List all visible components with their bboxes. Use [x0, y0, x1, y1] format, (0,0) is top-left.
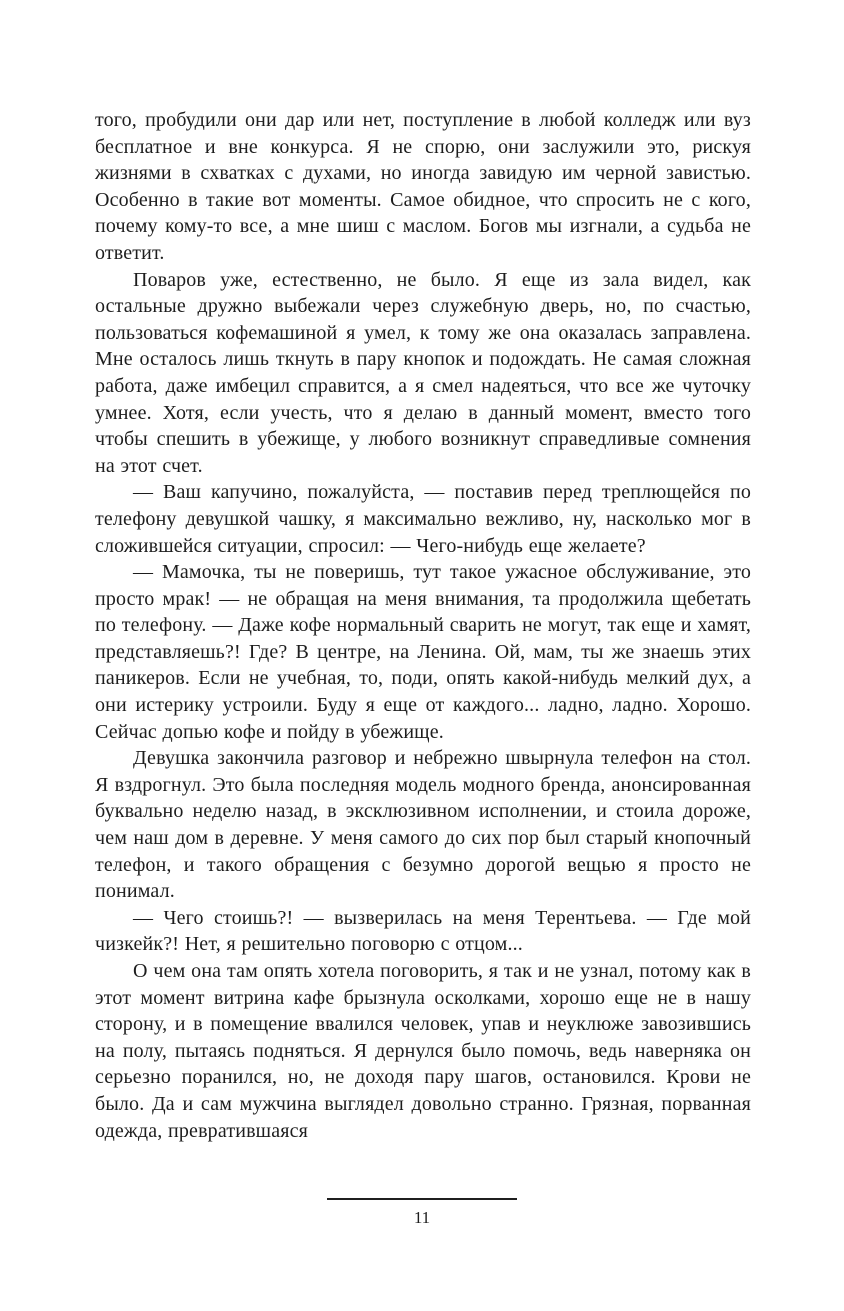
paragraph: — Ваш капучино, пожалуйста, — поставив перед треплющейся по телефону девушкой чашку, я максимально вежливо, ну, насколько мог в сложившейся ситуации, спросил: — Чего-нибудь еще желаете?	[95, 481, 751, 557]
text-block	[95, 107, 751, 1144]
paragraph: — Чего стоишь?! — вызверилась на меня Терентьева. — Где мой чизкейк?! Нет, я решительно поговорю с отцом...	[95, 906, 751, 956]
paragraph: Девушка закончила разговор и небрежно швырнула телефон на стол. Я вздрогнул. Это была последняя модель модного бренда, анонсированная буквально неделю назад, в эксклюзивном исполнении, и стоила дороже, чем наш дом в деревне. У меня самого до сих пор был старый кнопочный телефон, и такого обращения с безумно дорогой вещью я просто не понимал.	[95, 747, 751, 903]
paragraph: — Мамочка, ты не поверишь, тут такое ужасное обслуживание, это просто мрак! — не обращая на меня внимания, та продолжила щебетать по телефону. — Даже кофе нормальный сварить не могут, так еще и хамят, представляешь?! Где? В центре, на Ленина. Ой, мам, ты же знаешь этих паникеров. Если не учебная, то, поди, опять какой-нибудь мелкий дух, а они истерику устроили. Буду я еще от каждого... ладно, ладно. Хорошо. Сейчас допью кофе и пойду в убежище.	[95, 561, 751, 743]
page-footer	[0, 1198, 844, 1226]
paragraph: О чем она там опять хотела поговорить, я так и не узнал, потому как в этот момент витрина кафе брызнула осколками, хорошо еще не в нашу сторону, и в помещение ввалился человек, упав и неуклюже завозившись на полу, пытаясь подняться. Я дернулся было помочь, ведь наверняка он серьезно поранился, но, не доходя пару шагов, остановился. Крови не было. Да и сам мужчина выглядел довольно странно. Грязная, порванная одежда, превратившаяся	[95, 960, 751, 1142]
page-number: 11	[413, 1208, 431, 1227]
paragraph: Поваров уже, естественно, не было. Я еще из зала видел, как остальные дружно выбежали через служебную дверь, но, по счастью, пользоваться кофемашиной я умел, к тому же она оказалась заправлена. Мне осталось лишь ткнуть в пару кнопок и подождать. Не самая сложная работа, даже имбецил справится, а я смел надеяться, что все же чуточку умнее. Хотя, если учесть, что я делаю в данный момент, вместо того чтобы спешить в убежище, у любого возникнут справедливые сомнения на этот счет.	[95, 268, 751, 477]
footer-divider	[327, 1198, 517, 1200]
paragraph: того, пробудили они дар или нет, поступление в любой колледж или вуз бесплатное и вне конкурса. Я не спорю, они заслужили это, рискуя жизнями в схватках с духами, но иногда завидую им черной завистью. Особенно в такие вот моменты. Самое обидное, что спросить не с кого, почему кому-то все, а мне шиш с маслом. Богов мы изгнали, а судьба не ответит.	[95, 109, 751, 264]
